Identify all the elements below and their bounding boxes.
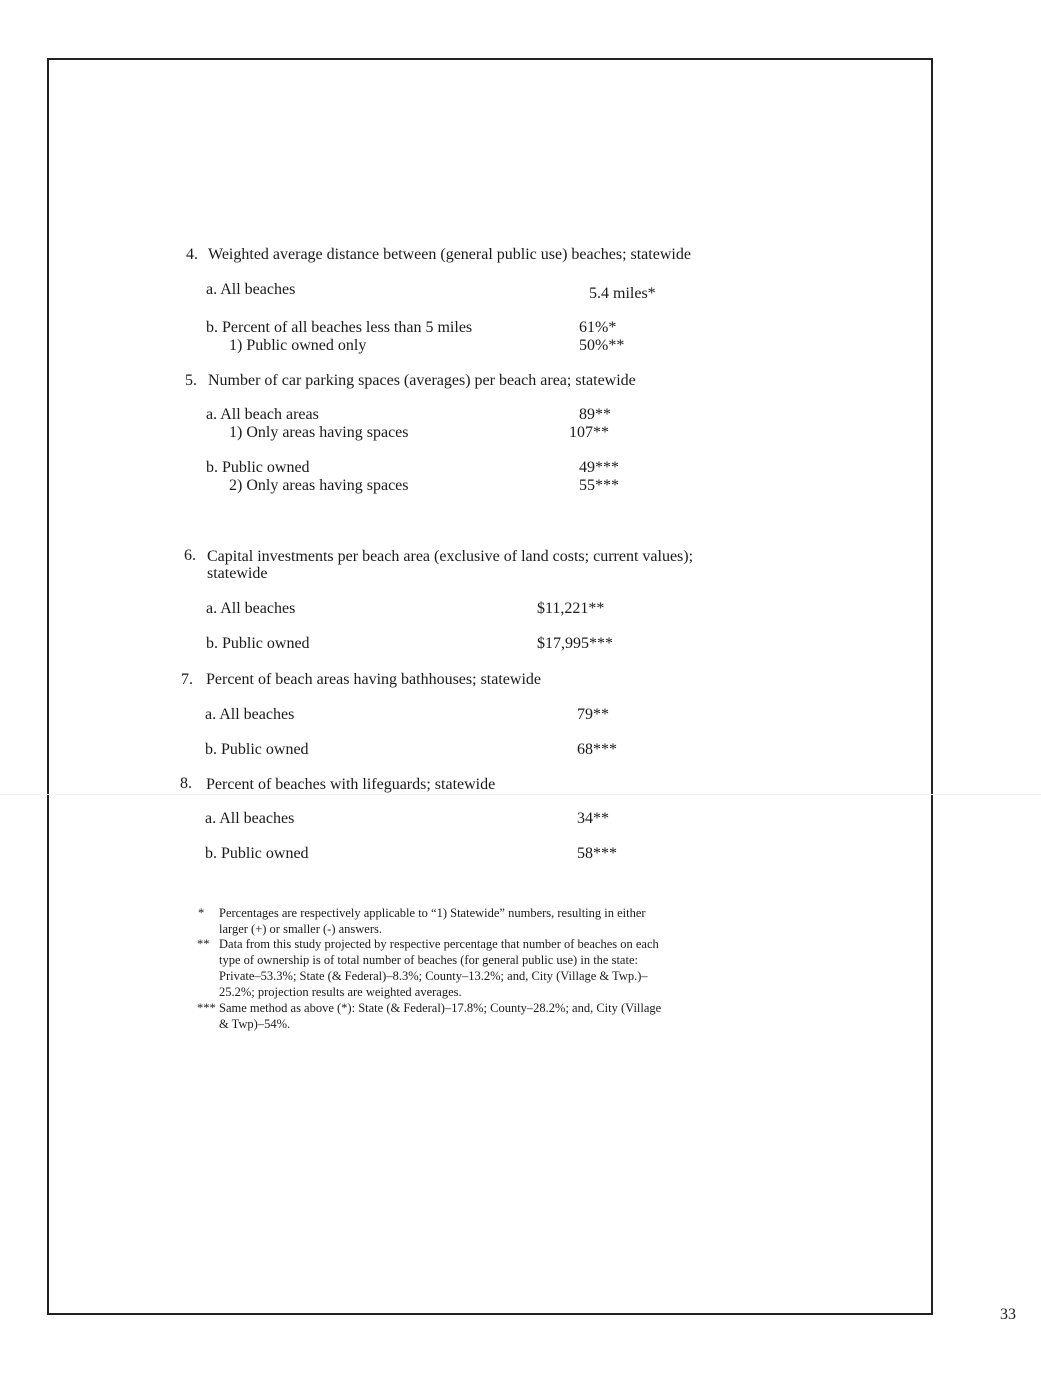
section-6-row-b-value: $17,995*** (537, 635, 613, 652)
section-8-row-a-label: a. All beaches (205, 810, 295, 827)
footnote-1-line-1: Percentages are respectively applicable to “1) Statewide” numbers, resulting in either (219, 906, 646, 920)
section-4-row-b1-value: 50%** (579, 337, 625, 354)
section-8-row-b-value: 58*** (577, 845, 617, 862)
section-5-row-b2-label: 2) Only areas having spaces (229, 477, 409, 494)
section-7-row-a-value: 79** (577, 706, 609, 723)
section-6-row-b-label: b. Public owned (206, 635, 310, 652)
section-6-row-a-label: a. All beaches (206, 600, 296, 617)
section-8-title: Percent of beaches with lifeguards; statewide (206, 776, 496, 793)
section-7-number: 7. (181, 671, 193, 688)
section-5-row-b-label: b. Public owned (206, 459, 310, 476)
section-5-row-a1-label: 1) Only areas having spaces (229, 424, 409, 441)
section-5-row-a-value: 89** (579, 406, 611, 423)
section-4-number: 4. (186, 246, 198, 263)
footnote-2-line-2: type of ownership is of total number of beaches (for general public use) in the state: (219, 953, 638, 967)
section-5-row-a-label: a. All beach areas (206, 406, 319, 423)
section-6-number: 6. (184, 547, 196, 564)
section-7-row-b-label: b. Public owned (205, 741, 309, 758)
section-7-row-a-label: a. All beaches (205, 706, 295, 723)
section-8-row-a-value: 34** (577, 810, 609, 827)
section-4-row-b-label: b. Percent of all beaches less than 5 miles (206, 319, 473, 336)
section-8-row-b-label: b. Public owned (205, 845, 309, 862)
section-7-title: Percent of beach areas having bathhouses; statewide (206, 671, 541, 688)
section-6-title: Capital investments per beach area (exclusive of land costs; current values); (207, 548, 694, 565)
scan-fold-line (0, 794, 1041, 795)
footnote-2-marker: ** (197, 937, 210, 951)
section-5-row-a1-value: 107** (569, 424, 609, 441)
footnote-1-line-2: larger (+) or smaller (-) answers. (219, 922, 383, 936)
section-7-row-b-value: 68*** (577, 741, 617, 758)
section-6-title-cont: statewide (207, 565, 268, 582)
footnote-1-marker: * (198, 906, 205, 920)
section-5-number: 5. (185, 372, 197, 389)
section-5-title: Number of car parking spaces (averages) per beach area; statewide (208, 372, 636, 389)
footnote-3-line-1: Same method as above (*): State (& Federal)–17.8%; County–28.2%; and, City (Village (219, 1001, 662, 1015)
footnote-3-line-2: & Twp)–54%. (219, 1017, 291, 1031)
section-8-number: 8. (180, 775, 192, 792)
footnote-2-line-3: Private–53.3%; State (& Federal)–8.3%; County–13.2%; and, City (Village & Twp.)– (219, 969, 648, 983)
section-5-row-b-value: 49*** (579, 459, 619, 476)
page-number: 33 (1000, 1306, 1016, 1323)
section-4-row-a-value: 5.4 miles* (589, 285, 656, 302)
section-4-title: Weighted average distance between (general public use) beaches; statewide (208, 246, 691, 263)
section-6-row-a-value: $11,221** (537, 600, 605, 617)
section-5-row-b2-value: 55*** (579, 477, 619, 494)
section-4-row-a-label: a. All beaches (206, 281, 296, 298)
footnote-2-line-1: Data from this study projected by respective percentage that number of beaches on each (219, 937, 659, 951)
footnote-2-line-4: 25.2%; projection results are weighted averages. (219, 985, 462, 999)
section-4-row-b-value: 61%* (579, 319, 617, 336)
section-4-row-b1-label: 1) Public owned only (229, 337, 367, 354)
footnote-3-marker: *** (197, 1001, 216, 1015)
